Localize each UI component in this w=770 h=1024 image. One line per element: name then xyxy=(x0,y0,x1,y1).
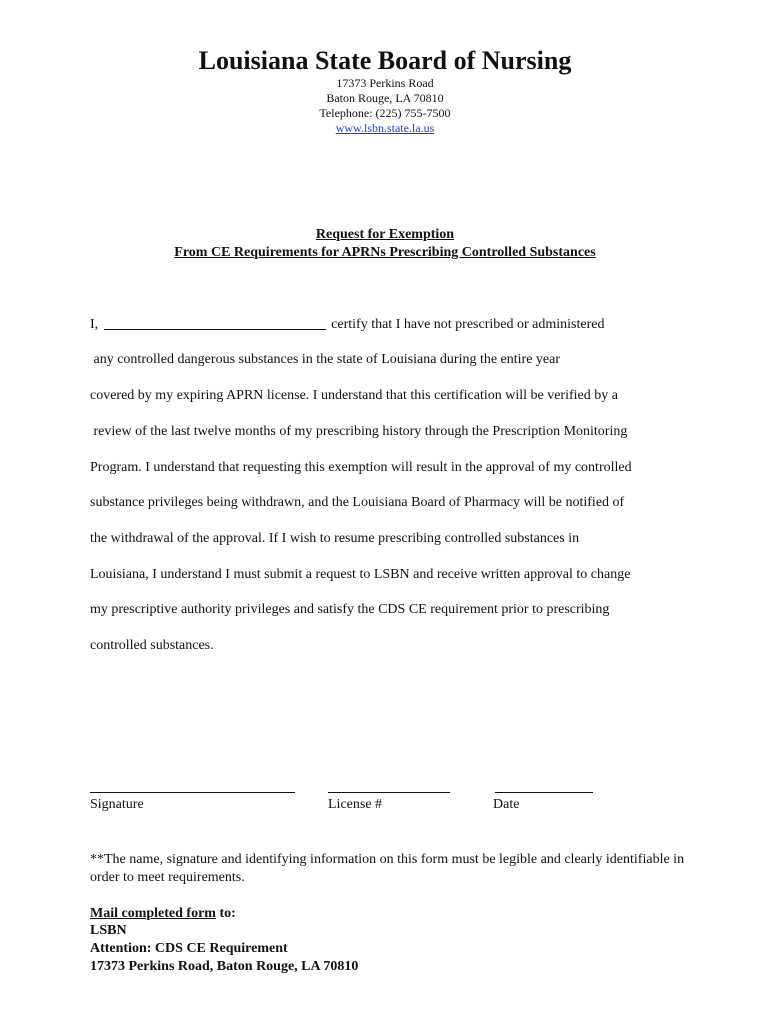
name-blank-field[interactable] xyxy=(104,315,326,330)
org-name: Louisiana State Board of Nursing xyxy=(198,46,572,75)
mail-heading-text: Mail completed form xyxy=(90,906,216,921)
mail-heading xyxy=(90,905,236,923)
signature-field[interactable] xyxy=(90,792,295,793)
statement-line: my prescriptive authority privileges and satisfy the CDS CE requirement prior to prescribing xyxy=(90,602,610,617)
form-title-line-2: From CE Requirements for APRNs Prescribing Controlled Substances xyxy=(174,245,596,260)
license-number-field[interactable] xyxy=(328,792,450,793)
address-line-1: 17373 Perkins Road xyxy=(336,76,434,90)
statement-line: controlled substances. xyxy=(90,638,214,653)
legibility-note: **The name, signature and identifying information on this form must be legible and clearly identifiable in order to meet requirements. xyxy=(90,852,685,885)
website-container xyxy=(0,121,770,136)
signature-label: Signature xyxy=(90,797,144,812)
statement-line: any controlled dangerous substances in the state of Louisiana during the entire year xyxy=(90,352,561,367)
statement-line: Louisiana, I understand I must submit a request to LSBN and receive written approval to change xyxy=(90,567,631,582)
statement-line: substance privileges being withdrawn, and the Louisiana Board of Pharmacy will be notified of xyxy=(90,495,625,510)
date-field[interactable] xyxy=(495,792,593,793)
statement-line: covered by my expiring APRN license. I understand that this certification will be verified by a xyxy=(90,388,618,403)
statement-line: the withdrawal of the approval. If I wish to resume prescribing controlled substances in xyxy=(90,531,580,546)
address-line-2: Baton Rouge, LA 70810 xyxy=(326,91,444,105)
mail-line-1: LSBN xyxy=(90,923,127,938)
statement-line: Program. I understand that requesting this exemption will result in the approval of my controlled xyxy=(90,460,632,475)
statement-prefix: I, xyxy=(90,317,99,332)
form-title-line-1: Request for Exemption xyxy=(315,227,455,242)
statement-first-line xyxy=(90,315,604,334)
date-label: Date xyxy=(493,797,520,812)
statement-line: review of the last twelve months of my prescribing history through the Prescription Monitoring xyxy=(90,424,628,439)
mail-line-3: 17373 Perkins Road, Baton Rouge, LA 70810 xyxy=(90,959,359,974)
license-label: License # xyxy=(328,797,383,812)
statement-line-1-rest: certify that I have not prescribed or administered xyxy=(331,317,605,332)
telephone: Telephone: (225) 755-7500 xyxy=(319,106,451,120)
website-link[interactable]: www.lsbn.state.la.us xyxy=(335,121,435,135)
mail-line-2: Attention: CDS CE Requirement xyxy=(90,941,288,956)
mail-heading-suffix: to: xyxy=(215,906,236,921)
